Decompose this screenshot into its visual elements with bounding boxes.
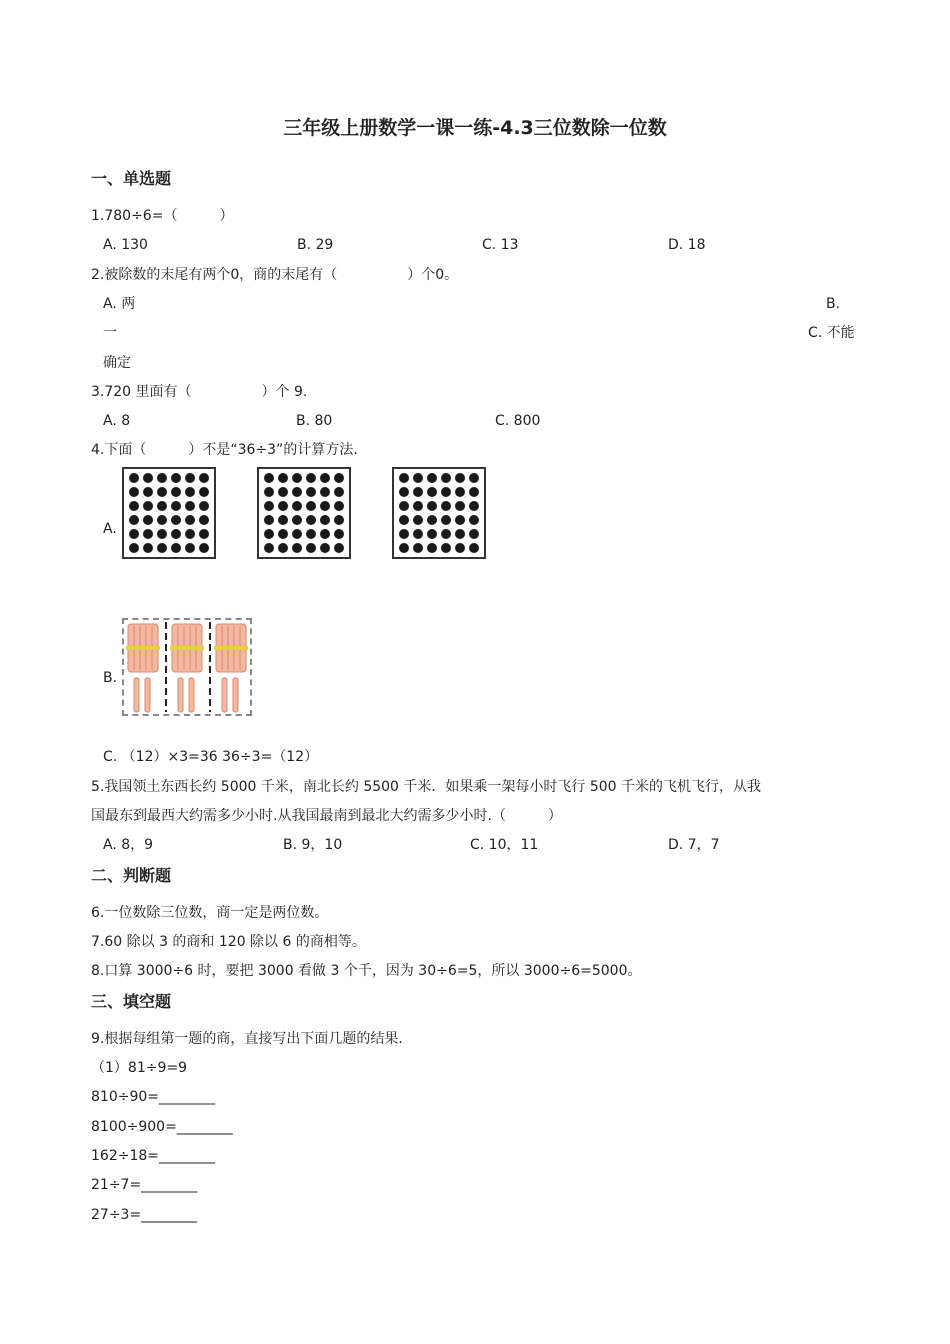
question-3-option-a[interactable]: A. 8	[103, 413, 131, 429]
page-title: 三年级上册数学一课一练-4.3三位数除一位数	[283, 117, 667, 139]
question-2-option-b-letter[interactable]: B.	[826, 296, 841, 312]
question-2-stem: 2.被除数的末尾有两个0，商的末尾有（ ）个0。	[91, 267, 459, 283]
dot	[143, 473, 153, 483]
question-1-option-c[interactable]: C. 13	[482, 237, 519, 253]
question-4-stem: 4.下面（ ）不是“36÷3”的计算方法.	[91, 442, 358, 458]
question-4-option-a[interactable]: A.	[103, 521, 117, 537]
question-8: 8.口算 3000÷6 时，要把 3000 看做 3 个千，因为 30÷6=5，所以 3000÷6=5000。	[91, 963, 642, 979]
dot	[157, 515, 167, 525]
dot	[427, 501, 437, 511]
dot	[441, 473, 451, 483]
dot	[399, 501, 409, 511]
dot	[469, 501, 479, 511]
question-9-item-4[interactable]: 21÷7=________	[91, 1177, 198, 1193]
dot	[455, 543, 465, 553]
dot	[427, 473, 437, 483]
question-5-line-2: 国最东到最西大约需多少小时.从我国最南到最北大约需多少小时.（ ）	[91, 808, 562, 824]
dot	[143, 543, 153, 553]
dot	[157, 529, 167, 539]
dot	[143, 487, 153, 497]
dot	[264, 487, 274, 497]
dot	[171, 487, 181, 497]
dot	[143, 529, 153, 539]
question-5-option-d[interactable]: D. 7，7	[668, 837, 720, 853]
dot	[427, 515, 437, 525]
dot	[278, 501, 288, 511]
dot	[334, 515, 344, 525]
question-7: 7.60 除以 3 的商和 120 除以 6 的商相等。	[91, 934, 366, 950]
dot	[199, 543, 209, 553]
dot	[199, 501, 209, 511]
dot	[185, 487, 195, 497]
dot	[320, 529, 330, 539]
dot	[334, 529, 344, 539]
dot	[129, 543, 139, 553]
dot	[171, 515, 181, 525]
dot	[334, 473, 344, 483]
dot	[264, 543, 274, 553]
dot	[306, 543, 316, 553]
dot	[306, 529, 316, 539]
dot	[278, 543, 288, 553]
dot	[469, 515, 479, 525]
dot	[455, 487, 465, 497]
question-9-item-2[interactable]: 8100÷900=________	[91, 1119, 233, 1135]
question-9-given: （1）81÷9=9	[91, 1060, 187, 1076]
dot	[292, 515, 302, 525]
question-9-item-5[interactable]: 27÷3=________	[91, 1207, 198, 1223]
dot	[171, 529, 181, 539]
dot	[143, 501, 153, 511]
dot	[129, 473, 139, 483]
dot	[264, 473, 274, 483]
dot	[399, 487, 409, 497]
dot	[278, 529, 288, 539]
dot	[143, 515, 153, 525]
question-9-item-3[interactable]: 162÷18=________	[91, 1148, 215, 1164]
dot	[441, 487, 451, 497]
dot	[441, 515, 451, 525]
dot	[413, 501, 423, 511]
dot	[334, 501, 344, 511]
dot	[413, 473, 423, 483]
dot	[306, 501, 316, 511]
dot	[399, 515, 409, 525]
dot	[320, 543, 330, 553]
question-4-option-b[interactable]: B.	[103, 670, 118, 686]
dot	[185, 501, 195, 511]
section-heading-single-choice: 一、单选题	[91, 169, 172, 188]
dot	[455, 501, 465, 511]
question-9-item-1[interactable]: 810÷90=________	[91, 1089, 215, 1105]
question-5-option-c[interactable]: C. 10，11	[470, 837, 539, 853]
dot	[199, 529, 209, 539]
dot	[455, 515, 465, 525]
dot	[320, 515, 330, 525]
dot	[427, 529, 437, 539]
question-2-option-c-head[interactable]: C. 不能	[808, 325, 855, 341]
dot	[306, 487, 316, 497]
stick-bundle-2	[170, 624, 204, 712]
section-heading-fill-blank: 三、填空题	[91, 992, 172, 1011]
dot	[399, 529, 409, 539]
dot	[441, 543, 451, 553]
dot	[455, 473, 465, 483]
dot	[264, 501, 274, 511]
dot	[469, 529, 479, 539]
stick-bundles-figure	[122, 618, 252, 716]
dot-grid-1	[122, 467, 216, 559]
dot	[185, 473, 195, 483]
question-4-option-c[interactable]: C. （12）×3=36 36÷3=（12）	[103, 749, 319, 765]
question-5-option-a[interactable]: A. 8，9	[103, 837, 154, 853]
dot	[427, 543, 437, 553]
dot	[413, 487, 423, 497]
dot	[334, 487, 344, 497]
dot	[469, 487, 479, 497]
dot	[185, 515, 195, 525]
dot	[129, 501, 139, 511]
dot	[171, 473, 181, 483]
dot	[441, 501, 451, 511]
dot	[278, 487, 288, 497]
question-5-option-b[interactable]: B. 9，10	[283, 837, 343, 853]
dot	[455, 529, 465, 539]
question-1-option-d[interactable]: D. 18	[668, 237, 706, 253]
dot	[292, 529, 302, 539]
dot	[129, 529, 139, 539]
dot	[264, 529, 274, 539]
dot	[185, 529, 195, 539]
dot	[199, 515, 209, 525]
dot	[334, 543, 344, 553]
question-1-option-a[interactable]: A. 130	[103, 237, 148, 253]
dot	[292, 487, 302, 497]
question-1-option-b[interactable]: B. 29	[297, 237, 334, 253]
dot	[129, 487, 139, 497]
dot	[199, 487, 209, 497]
dot	[306, 515, 316, 525]
dot	[171, 501, 181, 511]
dot	[157, 487, 167, 497]
dot	[413, 543, 423, 553]
dot	[264, 515, 274, 525]
dot	[320, 473, 330, 483]
dot	[413, 515, 423, 525]
dot	[399, 543, 409, 553]
question-2-option-a[interactable]: A. 两	[103, 296, 136, 312]
dot	[441, 529, 451, 539]
dot	[399, 473, 409, 483]
dot	[157, 501, 167, 511]
dot	[320, 487, 330, 497]
dot	[185, 543, 195, 553]
dot	[306, 473, 316, 483]
stick-bundle-3	[214, 624, 248, 712]
dot	[278, 473, 288, 483]
dot	[320, 501, 330, 511]
dot	[157, 473, 167, 483]
question-9-stem: 9.根据每组第一题的商，直接写出下面几题的结果.	[91, 1031, 403, 1047]
question-2-option-b-text: 一	[103, 325, 117, 341]
dot	[171, 543, 181, 553]
dot	[413, 529, 423, 539]
question-1-stem: 1.780÷6=（ ）	[91, 208, 234, 224]
question-3-option-b[interactable]: B. 80	[296, 413, 333, 429]
dot	[469, 543, 479, 553]
dot	[292, 543, 302, 553]
dot	[129, 515, 139, 525]
question-2-option-c-tail: 确定	[103, 355, 131, 371]
question-6: 6.一位数除三位数，商一定是两位数。	[91, 905, 329, 921]
dot	[292, 501, 302, 511]
question-3-stem: 3.720 里面有（ ）个 9.	[91, 384, 308, 400]
dot-grid-3	[392, 467, 486, 559]
stick-bundle-1	[126, 624, 160, 712]
question-5-line-1: 5.我国领土东西长约 5000 千米，南北长约 5500 千米．如果乘一架每小时飞行 500 千米的飞机飞行，从我	[91, 779, 762, 795]
dot	[199, 473, 209, 483]
dot	[469, 473, 479, 483]
dot-grid-2	[257, 467, 351, 559]
dot	[278, 515, 288, 525]
dot	[427, 487, 437, 497]
section-heading-true-false: 二、判断题	[91, 866, 172, 885]
question-3-option-c[interactable]: C. 800	[495, 413, 541, 429]
dot	[157, 543, 167, 553]
dot	[292, 473, 302, 483]
